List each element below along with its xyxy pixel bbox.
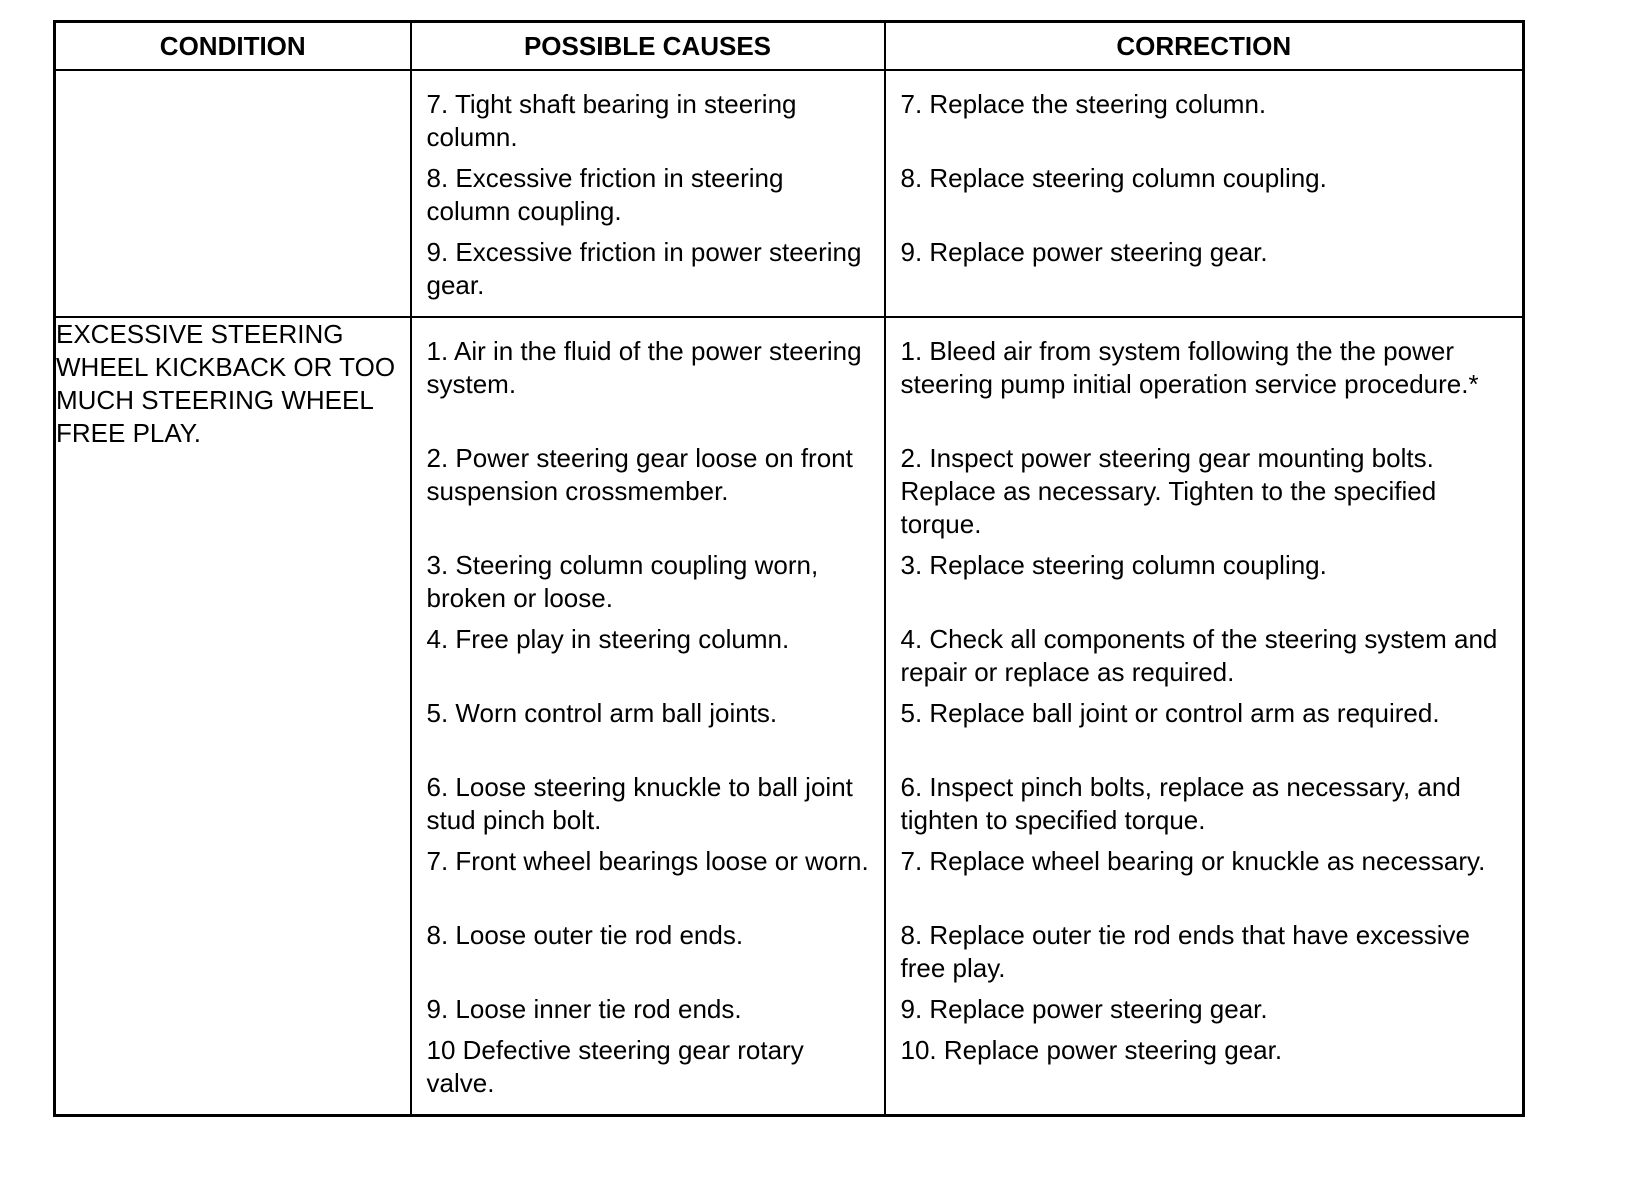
correction-item: 5. Replace ball joint or control arm as required. bbox=[900, 698, 1440, 728]
correction-item: 3. Replace steering column coupling. bbox=[900, 550, 1327, 580]
correction-item: 7. Replace the steering column. bbox=[900, 89, 1267, 119]
correction-cell bbox=[885, 70, 1524, 317]
cause-item: 8. Excessive friction in steering column coupling. bbox=[426, 163, 784, 226]
correction-item: 9. Replace power steering gear. bbox=[900, 994, 1268, 1024]
cause-item: 4. Free play in steering column. bbox=[426, 624, 790, 654]
correction-item: 2. Inspect power steering gear mounting bolts. Replace as necessary. Tighten to the specified torque. bbox=[900, 443, 1437, 539]
table-row bbox=[55, 317, 1524, 1116]
condition-cell: EXCESSIVE STEERING WHEEL KICKBACK OR TOO MUCH STEERING WHEEL FREE PLAY. bbox=[55, 317, 411, 1116]
cause-item: 1. Air in the fluid of the power steering system. bbox=[426, 336, 862, 399]
cause-item: 8. Loose outer tie rod ends. bbox=[426, 920, 744, 950]
header-correction: CORRECTION bbox=[885, 22, 1524, 71]
correction-item: 8. Replace steering column coupling. bbox=[900, 163, 1327, 193]
correction-item: 10. Replace power steering gear. bbox=[900, 1035, 1283, 1065]
table-header-row bbox=[55, 22, 1524, 71]
condition-cell bbox=[55, 70, 411, 317]
table-row bbox=[55, 70, 1524, 317]
correction-item: 7. Replace wheel bearing or knuckle as necessary. bbox=[900, 846, 1486, 876]
correction-item: 8. Replace outer tie rod ends that have excessive free play. bbox=[900, 920, 1470, 983]
cause-item: 5. Worn control arm ball joints. bbox=[426, 698, 778, 728]
correction-item: 4. Check all components of the steering system and repair or replace as required. bbox=[900, 624, 1498, 687]
causes-cell bbox=[411, 70, 885, 317]
correction-item: 6. Inspect pinch bolts, replace as necessary, and tighten to specified torque. bbox=[900, 772, 1461, 835]
correction-item: 9. Replace power steering gear. bbox=[900, 237, 1268, 267]
cause-item: 2. Power steering gear loose on front suspension crossmember. bbox=[426, 443, 853, 506]
header-condition: CONDITION bbox=[55, 22, 411, 71]
cause-item: 10 Defective steering gear rotary valve. bbox=[426, 1035, 804, 1098]
diagnosis-table bbox=[53, 20, 1525, 1117]
correction-item: 1. Bleed air from system following the the power steering pump initial operation service procedure.* bbox=[900, 336, 1479, 399]
header-possible-causes: POSSIBLE CAUSES bbox=[411, 22, 885, 71]
cause-item: 7. Front wheel bearings loose or worn. bbox=[426, 846, 869, 876]
cause-item: 9. Excessive friction in power steering gear. bbox=[426, 237, 862, 300]
cause-item: 6. Loose steering knuckle to ball joint stud pinch bolt. bbox=[426, 772, 853, 835]
causes-cell bbox=[411, 317, 885, 1116]
correction-cell bbox=[885, 317, 1524, 1116]
cause-item: 3. Steering column coupling worn, broken or loose. bbox=[426, 550, 819, 613]
cause-item: 7. Tight shaft bearing in steering column. bbox=[426, 89, 797, 152]
cause-item: 9. Loose inner tie rod ends. bbox=[426, 994, 742, 1024]
